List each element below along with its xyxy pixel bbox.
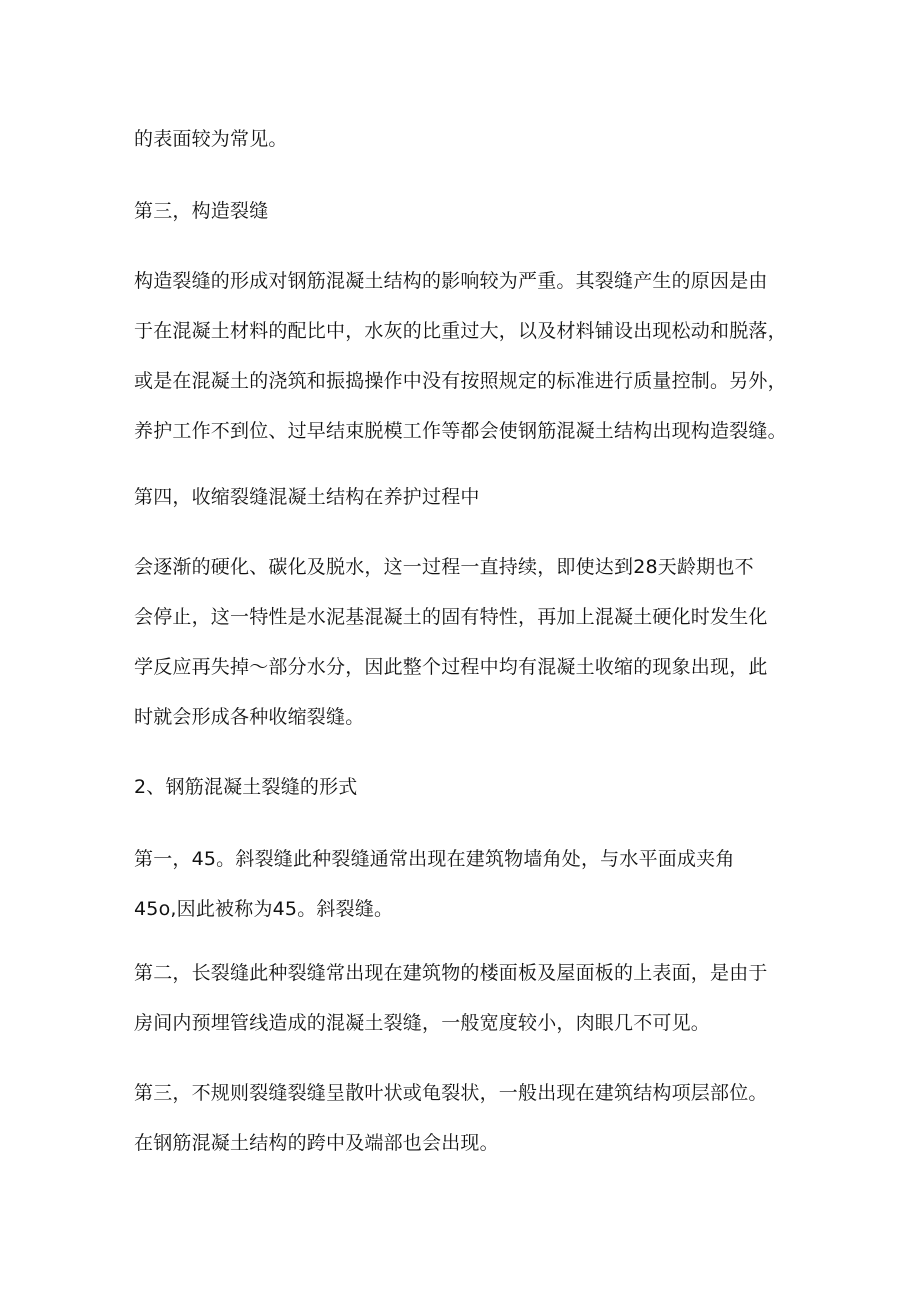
paragraph-line: 时就会形成各种收缩裂缝。 bbox=[134, 706, 365, 728]
paragraph-line: 学反应再失掉～部分水分，因此整个过程中均有混凝土收缩的现象出现，此 bbox=[134, 656, 768, 678]
section-heading: 2、钢筋混凝土裂缝的形式 bbox=[134, 776, 358, 798]
section-heading: 第三，构造裂缝 bbox=[134, 200, 269, 222]
paragraph-line: 或是在混凝土的浇筑和振捣操作中没有按照规定的标准进行质量控制。另外， bbox=[134, 370, 787, 392]
paragraph-line: 养护工作不到位、过早结束脱模工作等都会使钢筋混凝土结构出现构造裂缝。 bbox=[134, 420, 787, 442]
paragraph-line: 会逐渐的硬化、碳化及脱水，这一过程一直持续，即使达到28天龄期也不 bbox=[134, 556, 754, 578]
paragraph-line: 第二，长裂缝此种裂缝常出现在建筑物的楼面板及屋面板的上表面，是由于 bbox=[134, 962, 768, 984]
paragraph-line: 第三，不规则裂缝裂缝呈散叶状或龟裂状，一般出现在建筑结构项层部位。 bbox=[134, 1082, 768, 1104]
paragraph-line: 45o,因此被称为45。斜裂缝。 bbox=[134, 898, 394, 920]
paragraph-line: 于在混凝土材料的配比中，水灰的比重过大，以及材料铺设出现松动和脱落， bbox=[134, 320, 787, 342]
section-heading: 第四，收缩裂缝混凝土结构在养护过程中 bbox=[134, 486, 480, 508]
paragraph-line: 会停止，这一特性是水泥基混凝土的固有特性，再加上混凝土硬化时发生化 bbox=[134, 606, 768, 628]
paragraph-line: 在钢筋混凝土结构的跨中及端部也会出现。 bbox=[134, 1132, 499, 1154]
paragraph-line: 构造裂缝的形成对钢筋混凝土结构的影响较为严重。其裂缝产生的原因是由 bbox=[134, 270, 768, 292]
paragraph-line: 房间内预埋管线造成的混凝土裂缝，一般宽度较小，肉眼几不可见。 bbox=[134, 1012, 711, 1034]
paragraph-line: 第一，45。斜裂缝此种裂缝通常出现在建筑物墙角处，与水平面成夹角 bbox=[134, 848, 735, 870]
paragraph-line: 的表面较为常见。 bbox=[134, 128, 288, 150]
